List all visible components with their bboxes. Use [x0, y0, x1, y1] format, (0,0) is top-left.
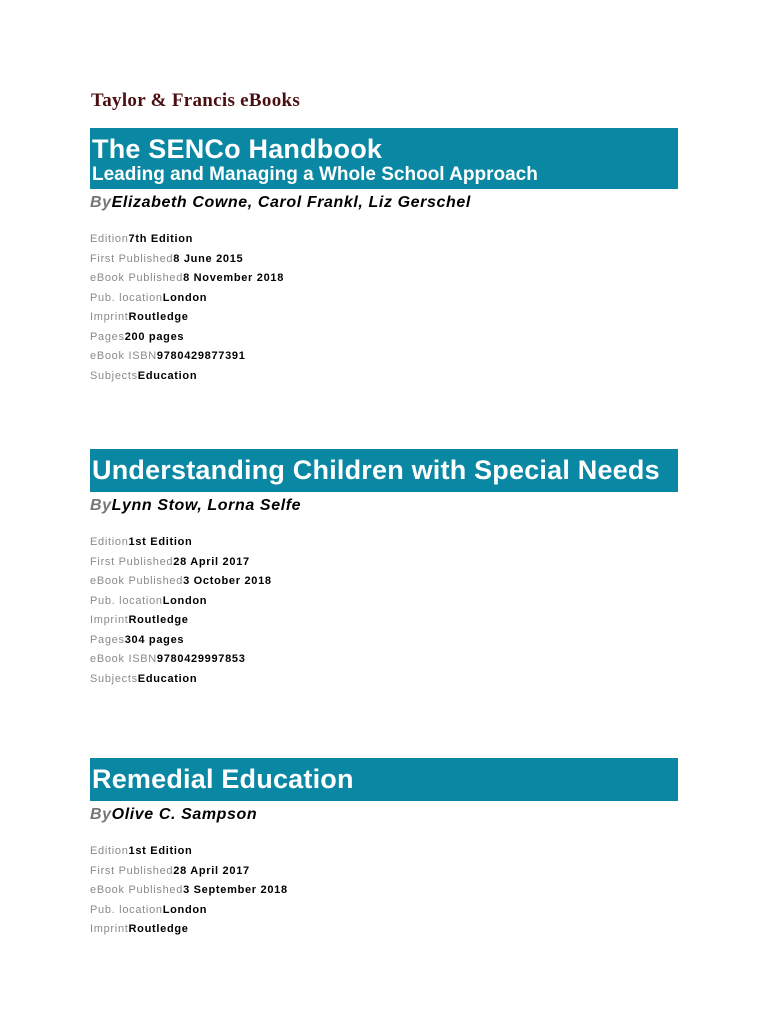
meta-value: 9780429997853: [156, 653, 246, 665]
meta-label: Imprint: [90, 923, 129, 935]
meta-edition: [90, 842, 678, 862]
meta-first-published: [90, 553, 678, 573]
book-title[interactable]: The SENCo Handbook: [92, 134, 383, 164]
meta-value: Routledge: [128, 923, 189, 935]
meta-label: eBook Published: [90, 884, 184, 896]
book-entry: [90, 128, 678, 386]
book-entry: [90, 758, 678, 940]
meta-ebook-isbn: [90, 347, 678, 367]
authors[interactable]: Olive C. Sampson: [111, 806, 258, 823]
meta-value: 304 pages: [124, 633, 185, 646]
meta-label: eBook ISBN: [90, 350, 157, 362]
book-subtitle: Leading and Managing a Whole School Approach: [92, 164, 538, 185]
meta-edition: [90, 230, 678, 250]
meta-pages: [90, 631, 678, 651]
meta-ebook-published: [90, 269, 678, 289]
book-entry: [90, 449, 678, 689]
meta-label: Subjects: [90, 369, 138, 382]
meta-first-published: [90, 250, 678, 270]
by-label: By: [90, 806, 112, 823]
meta-edition: [90, 533, 678, 553]
meta-value: 3 September 2018: [183, 884, 288, 896]
authors[interactable]: Lynn Stow, Lorna Selfe: [111, 497, 302, 514]
meta-label: Pub. location: [90, 291, 163, 304]
meta-pub-location: [90, 901, 678, 921]
meta-ebook-isbn: [90, 650, 678, 670]
byline: [90, 805, 678, 825]
meta-imprint: [90, 611, 678, 631]
meta-label: Edition: [90, 233, 129, 245]
meta-pages: [90, 328, 678, 348]
book-metadata: [90, 533, 678, 689]
meta-label: First Published: [90, 555, 174, 568]
by-label: By: [90, 497, 112, 514]
meta-value: 28 April 2017: [173, 555, 250, 568]
meta-pub-location: [90, 592, 678, 612]
meta-first-published: [90, 862, 678, 882]
meta-value: 8 June 2015: [173, 252, 244, 265]
meta-ebook-published: [90, 881, 678, 901]
meta-label: Edition: [90, 845, 129, 857]
meta-label: Edition: [90, 536, 129, 548]
meta-value: 3 October 2018: [183, 575, 272, 587]
meta-label: First Published: [90, 864, 174, 877]
meta-label: eBook ISBN: [90, 653, 157, 665]
meta-value: 1st Edition: [128, 845, 193, 857]
meta-value: 7th Edition: [128, 233, 194, 245]
authors[interactable]: Elizabeth Cowne, Carol Frankl, Liz Gerschel: [111, 194, 471, 211]
meta-label: First Published: [90, 252, 174, 265]
meta-ebook-published: [90, 572, 678, 592]
byline: [90, 496, 678, 516]
title-banner: [90, 449, 678, 492]
meta-value[interactable]: Education: [137, 369, 198, 382]
meta-label: Subjects: [90, 672, 138, 685]
meta-value: 8 November 2018: [183, 272, 285, 284]
meta-subjects: [90, 367, 678, 387]
book-title[interactable]: Understanding Children with Special Needs: [92, 455, 660, 485]
meta-value: London: [162, 903, 208, 916]
meta-imprint: [90, 920, 678, 940]
meta-subjects: [90, 670, 678, 690]
meta-label: eBook Published: [90, 575, 184, 587]
meta-value[interactable]: Education: [137, 672, 198, 685]
meta-value: 9780429877391: [156, 350, 246, 362]
publisher-brand: Taylor & Francis eBooks: [91, 90, 301, 111]
meta-value: London: [162, 291, 208, 304]
meta-value: 200 pages: [124, 330, 185, 343]
meta-label: eBook Published: [90, 272, 184, 284]
title-banner: [90, 758, 678, 801]
by-label: By: [90, 194, 112, 211]
meta-value: 28 April 2017: [173, 864, 250, 877]
meta-label: Imprint: [90, 614, 129, 626]
meta-label: Pages: [90, 633, 125, 646]
meta-label: Pages: [90, 330, 125, 343]
meta-value: London: [162, 594, 208, 607]
meta-label: Imprint: [90, 311, 129, 323]
title-banner: [90, 128, 678, 189]
meta-value: 1st Edition: [128, 536, 193, 548]
meta-label: Pub. location: [90, 903, 163, 916]
book-title[interactable]: Remedial Education: [92, 764, 354, 794]
meta-pub-location: [90, 289, 678, 309]
byline: [90, 193, 678, 213]
book-metadata: [90, 230, 678, 386]
meta-value: Routledge: [128, 614, 189, 626]
meta-imprint: [90, 308, 678, 328]
meta-value: Routledge: [128, 311, 189, 323]
book-metadata: [90, 842, 678, 940]
meta-label: Pub. location: [90, 594, 163, 607]
